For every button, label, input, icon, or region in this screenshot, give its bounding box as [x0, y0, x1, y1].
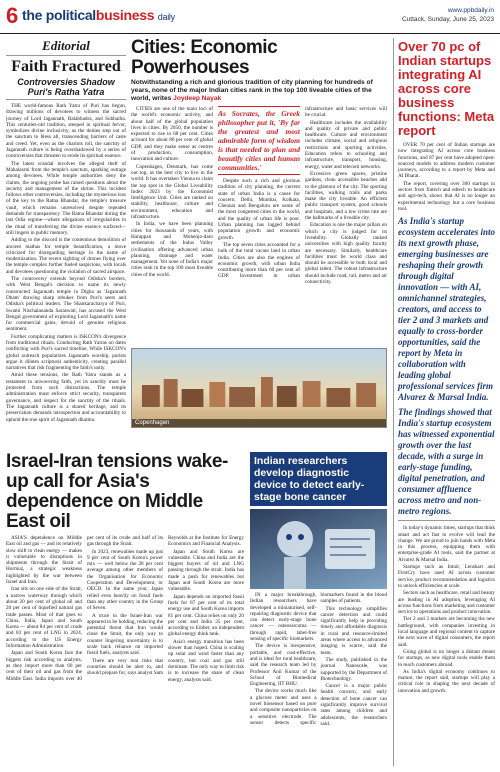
- israel-iran-headline: Israel-Iran tensions wake-up call for Asia's dependence on Middle East oil: [6, 451, 228, 532]
- startups-paragraph: Going global is no longer a distant dream for startups, as new digital tools enable them to reach customers abroad.: [398, 648, 495, 668]
- bone-paragraph: IN a major breakthrough, Indian researchers have developed a miniaturised, self-repairing diagnostic device that can detect early-stage bone cancer — osteosarcoma — through rapid, label-free sensing of specific biomarkers.: [250, 592, 317, 643]
- startups-highlight-2: The findings showed that India's startup ecosystem has witnessed exponential growth over the last decade, with a surge in early-stage funding, digital penetration, and consumer affluence across metro and non-metro regions.: [398, 407, 495, 517]
- israel-iran-body: [6, 535, 244, 772]
- lead-paragraph: In India, we have been planning cities for thousands of years, with Harappan and Mohenjo-daro settlements of the Indus Valley civilisation offering advanced urban planning, drainage and water management. Yet none of India's major cities rank in the top 100 most liveable cities of the world.: [131, 221, 213, 278]
- bone-cancer-story: [250, 452, 387, 766]
- bone-cancer-headline: Indian researchers develop diagnostic device to detect early-stage bone cancer: [250, 452, 387, 506]
- editorial-subtitle: Controversies Shadow Puri's Ratha Yatra: [6, 77, 126, 100]
- editorial-paragraph: THE world-famous Rath Yatra of Puri has begun, drawing millions of devotees to witness the sacred journey of Lord Jagannath, Balabhadra, and Subhadra. This centuries-old tradition, steeped in spiritual fervor, symbolizes divine inclusivity, as the deities step out of the sanctum to bless all, transcending barriers of caste and creed. Yet, even as the chariots roll, the sanctity of Jagannath culture is being overshadowed by a series of controversies that threaten to erode its spiritual essence.: [6, 103, 126, 160]
- lead-byline: Joydeep Nayak: [173, 95, 222, 102]
- bone-cancer-body: [250, 592, 387, 766]
- lead-paragraph: Healthcare includes the availability and quality of private and public healthcare. Culture and environment includes climate, social and religious restrictions and sporting activities. Education refers to schooling and infrastructure, transport, housing, energy, water and telecom networks.: [305, 119, 387, 170]
- israel-paragraph: There are very real risks that countries should be alert to, and should prepare for, says analyst Sam Reynolds at the Institute for Energy Economics and Financial Analysis.: [87, 535, 244, 677]
- israel-paragraph: Japan depends on imported fossil fuels for 87 per cent of its total energy use and South Korea imports 81 per cent. China relies on only 20 per cent and India 35 per cent, according to Ember, an independent global energy think tank.: [168, 593, 244, 638]
- editorial-title: Faith Fractured: [11, 58, 121, 75]
- israel-paragraph: Japan and South Korea face the biggest risk according to analysts, as they import more than 60 per cent of their oil and gas from the Middle East. India imports over 40 per cent of its crude and half of its gas through the Strait.: [6, 535, 163, 682]
- lead-headline: Cities: Economic Powerhouses: [131, 38, 278, 78]
- header-meta: [402, 6, 494, 24]
- startups-paragraph: As India's digital economy continues to mature, the report said, startups will play a critical role in shaping the next decade of innovation and growth.: [398, 668, 495, 694]
- dateline: Cuttack, Sunday, June 25, 2023: [401, 16, 494, 23]
- editorial-paragraph: The controversy extends beyond Odisha's borders, with West Bengal's decision to name its newly constructed Jagannath temple in Digha as 'Jagannath Dham' drawing sharp rebukes from Puri's seers and Odisha's political leaders. The Shankaracharya of Puri, Swami Nischalananda Saraswati, has accused the West Bengal government of exploiting Lord Jagannath's name for commercial gains, devoid of genuine religious sentiment.: [6, 276, 126, 333]
- startups-highlight: As India's startup ecosystem accelerates into its next growth phase, emerging businesses are reshaping their growth through digital innovation — with AI, omnichannel strategies, creators, and access to tier 2 and 3 markets and equally to cross-border opportunities, said the report by Meta in collaboration with leading global professional services firm Alvarez & Marsal India.: [398, 216, 495, 403]
- divider: [398, 520, 495, 521]
- israel-iran-story: [6, 452, 244, 772]
- startups-paragraph: Tier 2 and 3 markets are becoming the new battleground, with companies investing in local language and regional content to capture the next wave of digital consumers, the report said.: [398, 616, 495, 648]
- newspaper-logo: [22, 7, 175, 23]
- bone-paragraph: Cancer is a major public health concern, and early detection of bone cancer can significantly improve survival rates among children and adolescents, the researchers said.: [320, 683, 387, 727]
- startups-paragraph: Startups such as Intuit, Lenskart and FirstCry have used AI across customer service, product recommendation and logistics to unlock efficiencies at scale.: [398, 564, 495, 589]
- editorial-paragraph: Further complicating matters is ISKCON's divergence from traditional rituals. Conducting Rath Yatras on dates conflicting with Puri's sacred timeline, While ISKCON's global outreach popularizes Jagannath worship, purists argue it dilutes scriptural authenticity, creating parallel narratives that risk fragmenting the faith's unity.: [6, 333, 126, 372]
- lead-deck: [131, 79, 387, 103]
- bone-paragraph: The device is inexpensive, portable, and cost-effective, and is ideal for rural healthcare, said the research team led by Professor Anil Kumar of the School of Biomedical Engineering, IIT BHU.: [250, 643, 317, 688]
- israel-paragraph: ASIA'S dependence on Middle East oil and gas — and its relatively slow shift to clean energy — makes it vulnerable to disruptions in shipments through the Strait of Hormuz, a strategic weakness highlighted by the war between Israel and Iran.: [6, 535, 82, 586]
- photo-caption: Copenhagen: [132, 419, 386, 427]
- lead-body: [131, 106, 387, 346]
- lead-paragraph: Education is one the major pillars on which a city is judged for its liveability. Globally ranked universities with high quality faculty are necessary. Similarly, healthcare facilities must be world class and should be accessible to both local and global talent. The robust infrastructure should include road, rail, metro and air connectivity.: [305, 222, 387, 286]
- logo-word-political: political: [45, 7, 96, 23]
- bone-paragraph: This technology simplifies cancer detection and could significantly help in providing timely and affordable diagnosis in rural and resource-limited areas where access to advanced imaging is scarce, said the team.: [320, 605, 387, 656]
- site-url[interactable]: www.ppbdaily.in: [447, 7, 494, 14]
- city-skyline-icon: [132, 377, 386, 407]
- startups-paragraph: Sectors such as healthcare, retail and beauty are leading in AI adoption, leveraging AI across functions from marketing and customer service to operations and product innovation.: [398, 590, 495, 616]
- masthead: [0, 0, 500, 34]
- research-photo: [250, 509, 387, 589]
- israel-paragraph: In 2023, renewables made up just 9 per cent of South Korea's power mix — well below the 28 per cent average among other members of the Organisation for Economic Cooperation and Development, or OECD. In the same year, Japan relied even heavily on fossil fuels than any other country in the Group of Seven.: [87, 548, 163, 612]
- page-number: 6: [6, 3, 19, 28]
- editorial-body: [6, 103, 126, 423]
- israel-paragraph: A truce in the Israel-Iran war appeared to be holding, reducing the potential threat that Iran would close the Strait, the only way to counter lingering uncertainty is to scale back reliance on imported fossil fuels, analysts said.: [87, 612, 163, 657]
- editorial-section-label: Editorial: [6, 38, 126, 56]
- robot-illustration-icon: [250, 509, 387, 589]
- startups-body-2: [398, 525, 495, 694]
- editorial-paragraph: Amid these tensions, the Rath Yatra stands as a testament to unwavering faith, yet its sanctity must be protected from such distractions. The temple administration must enforce strict security, transparent governance, and respect for the sanctity of the rituals. The Jagannath culture is a shared heritage, and its preservation demands introspection and accountability to uphold the true spirit of Jagannath dharma.: [6, 372, 126, 423]
- startups-paragraph: OVER 70 per cent of Indian startups are now integrating AI across core business functions, and 87 per cent have adopted open-sourced models to address modern customer journeys, according to a report by Meta and AI Bharat.: [398, 142, 495, 180]
- lead-paragraph: Copenhagen, Denmark, has come out top, as the best city to live in the world. It has overtaken Vienna to claim the top spot in the Global Liveability Index 2023 by the Economist Intelligence Unit. Cities are ranked on stability, healthcare, culture and environment, education and infrastructure.: [131, 163, 213, 221]
- israel-paragraph: Japan and South Korea are vulnerable. China and India are the biggest buyers of oil and LNG passing through the strait. India has made a push for renewables but Japan and South Korea are more vulnerable.: [168, 548, 244, 593]
- logo-word-the: the: [22, 7, 43, 23]
- startups-paragraph: In today's dynamic times, startups that think smart and act fast to evolve will lead the change. We are proud to join hands with Meta in this process, equipping them with enterprise-grade AI tools, said the partner at Alvarez & Marsal India.: [398, 525, 495, 563]
- lead-paragraph: Excessive green spaces, pristine gardens, clean accessible beaches add to the glamour of the city. The sporting facilities, walking trails and parks make the city liveable. An efficient public transport system, good schools and hospitals, and a low crime rate are the hallmarks of a liveable city.: [305, 170, 387, 222]
- startups-paragraph: The report, covering over 300 startups in sectors from fintech and edtech to healthcare and agri-tech, shows that AI is no longer an experimental technology but a core business tool.: [398, 180, 495, 212]
- lead-paragraph: Despite such a rich and glorious tradition of city planning, the current state of urban India is a cause for concern. Delhi, Mumbai, Kolkata, Chennai and Bengaluru are some of the most congested cities in the world, and the quality of urban life is poor. Urban planning has lagged behind population growth and economic growth.: [218, 178, 300, 241]
- lead-deck-text: Notwithstanding a rich and glorious tradition of city planning for hundreds of years, none of the major Indian cities rank in the top 100 liveable cities of the world, writes: [131, 79, 373, 102]
- logo-word-business: business: [95, 7, 155, 23]
- lead-pullquote: As Socrates, the Greek philosopher put it, 'By far the greatest and most admirable form of wisdom is that needed to plan and beautify cities and human communities.': [218, 106, 300, 175]
- startups-story: [393, 38, 495, 766]
- israel-paragraph: Iran sits on one side of the Strait, a narrow waterway through which about 20 per cent of global oil and 20 per cent of liquefied natural gas trade passes. Most of that goes to China, India, Japan and South Korea — about 84 per cent of crude and 83 per cent of LNG in 2024, according to the US Energy Information Administration.: [6, 586, 82, 650]
- startups-headline: Over 70 pc of Indian startups integrating AI across core business functions: Meta report: [398, 39, 495, 138]
- logo-word-daily: daily: [157, 12, 175, 22]
- city-photo: [131, 348, 387, 428]
- bone-paragraph: The device works much like a glucose meter and uses a novel biosensor based on pure and composite nanoparticles on a sensitive electrode. The sensor detects specific biomarkers found in the blood samples of patients.: [250, 592, 387, 726]
- lead-paragraph: The top seven cities accounted for a bulk of the total vacant land in urban India. Cities are also the engines of economic growth, with urban India contributing more than 60 per cent of GDP. Investment in urban infrastructure and basic services will be crucial.: [218, 106, 387, 280]
- editorial-paragraph: The latest scandal involves the alleged theft of Mahalaxmi from the temple's sanctum, sparking outrage among devotees. While temple authorities deny the claims, the ongoing probe has raised questions about the security and management of the shrine. This incident follows other controversies, including the mysterious loss of the key to the Ratna Bhandar, the temple's treasure vault, which remains unresolved despite repeated demands for transparency. The Ratna Bhandar during the last Odia regime—where allegations of irregularities in the ritual of transferring the divine essence surfaced—still lingers in public memory.: [6, 160, 126, 236]
- israel-paragraph: Asia's energy transition has been slower than hoped. China is scaling up solar and wind faster than any country, but coal and gas still dominate. The only way to limit risk is to increase the share of clean energy, analysts said.: [168, 638, 244, 683]
- bone-paragraph: The study, published in the journal Nanoscale, was supported by the Department of Biotechnology.: [320, 656, 387, 682]
- startups-body: [398, 142, 495, 212]
- editorial-paragraph: Adding to the discord is the contentious demolition of ancient mathas for temple beautification, a move criticized for disregarding heritage in the name of modernization. The recent sighting of drones flying over the temple complex further fueled suspicions, with locals and devotees questioning the violation of sacred airspace.: [6, 237, 126, 275]
- lead-paragraph: CITIES are one of the main loci of the world's economic activity, and about half of the global population lives in cities. By 2050, the number is expected to rise to 68 per cent. Cities account for about 80 per cent of global GDP, and they make sense as centres of production, consumption, innovation and culture.: [131, 106, 213, 163]
